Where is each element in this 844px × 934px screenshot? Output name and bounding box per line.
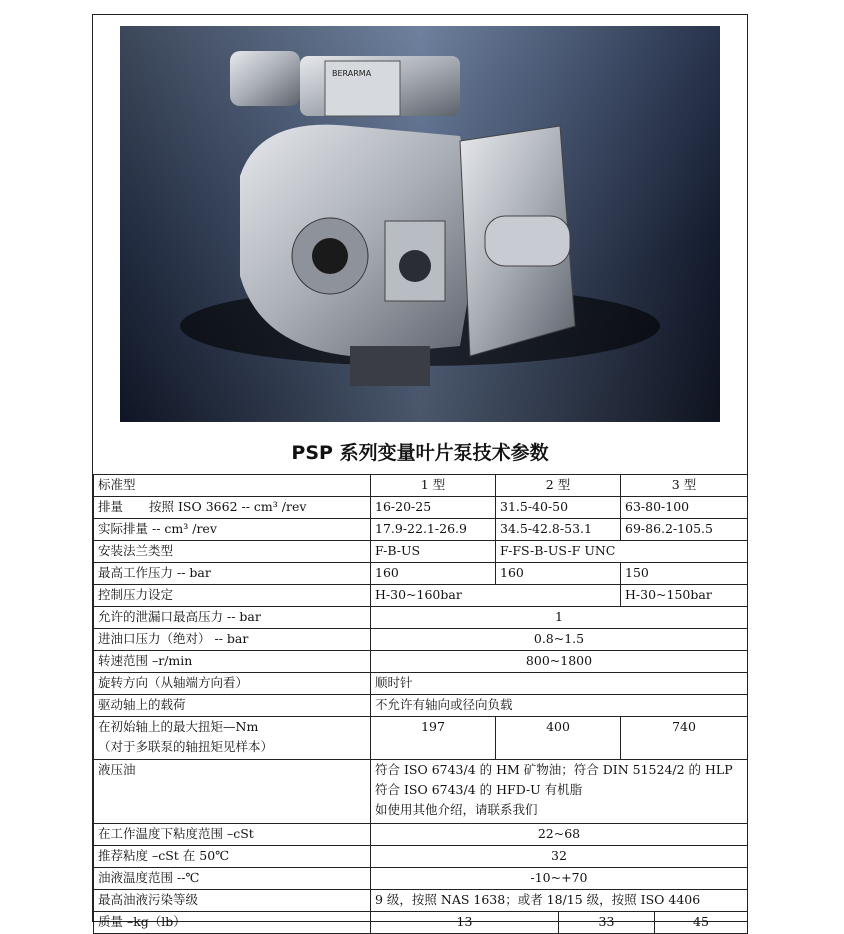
cell: 9 级，按照 NAS 1638；或者 18/15 级，按照 ISO 4406 [371, 890, 748, 912]
fluid-line: 如使用其他介绍，请联系我们 [375, 802, 538, 817]
row-label: 最高油液污染等级 [94, 890, 371, 912]
row-label: 油液温度范围 --℃ [94, 868, 371, 890]
cell [371, 760, 748, 824]
cell: H-30~160bar [371, 585, 621, 607]
table-row [94, 846, 748, 868]
row-label: 最高工作压力 -- bar [94, 563, 371, 585]
cell: 34.5-42.8-53.1 [496, 519, 621, 541]
row-label: 实际排量 -- cm³ /rev [94, 519, 371, 541]
table-row [94, 824, 748, 846]
cell: H-30~150bar [621, 585, 748, 607]
cell: 1 型 [371, 475, 496, 497]
cell: F-FS-B-US-F UNC [496, 541, 748, 563]
row-label: 推荐粘度 –cSt 在 50℃ [94, 846, 371, 868]
row-label-text: 在初始轴上的最大扭矩—Nm [98, 719, 259, 734]
cell: 16-20-25 [371, 497, 496, 519]
table-row [94, 541, 748, 563]
table-row [94, 585, 748, 607]
spec-table [93, 474, 748, 934]
row-label [94, 497, 371, 519]
row-label: 在工作温度下粘度范围 –cSt [94, 824, 371, 846]
table-row [94, 890, 748, 912]
table-row [94, 563, 748, 585]
pump-photo [120, 26, 720, 422]
row-label: 驱动轴上的载荷 [94, 695, 371, 717]
row-label: 转速范围 –r/min [94, 651, 371, 673]
row-label: 标准型 [94, 475, 371, 497]
cell: 160 [371, 563, 496, 585]
row-label-sub: 按照 ISO 3662 -- cm³ /rev [149, 499, 307, 514]
cell: 160 [496, 563, 621, 585]
cell: 3 型 [621, 475, 748, 497]
table-row [94, 868, 748, 890]
table-row [94, 695, 748, 717]
cell: 顺时针 [371, 673, 748, 695]
table-row [94, 607, 748, 629]
table-row [94, 912, 748, 934]
table-row [94, 475, 748, 497]
cell: 400 [496, 717, 621, 760]
row-label: 液压油 [94, 760, 371, 824]
row-label: 控制压力设定 [94, 585, 371, 607]
cell: 63-80-100 [621, 497, 748, 519]
fluid-line: 符合 ISO 6743/4 的 HFD-U 有机脂 [375, 782, 583, 797]
cell: 800~1800 [371, 651, 748, 673]
cell: 33 [559, 912, 655, 934]
table-row [94, 629, 748, 651]
cell: 2 型 [496, 475, 621, 497]
cell: 22~68 [371, 824, 748, 846]
cell: 不允许有轴向或径向负载 [371, 695, 748, 717]
row-label: 旋转方向（从轴端方向看） [94, 673, 371, 695]
cell: 31.5-40-50 [496, 497, 621, 519]
cell: 17.9-22.1-26.9 [371, 519, 496, 541]
table-row [94, 651, 748, 673]
cell: 69-86.2-105.5 [621, 519, 748, 541]
row-label [94, 717, 371, 760]
page-title: PSP 系列变量叶片泵技术参数 [291, 442, 549, 464]
cell: 32 [371, 846, 748, 868]
table-row [94, 519, 748, 541]
fluid-line: 符合 ISO 6743/4 的 HM 矿物油；符合 DIN 51524/2 的 HLP [375, 762, 733, 777]
row-label-sub: （对于多联泵的轴扭矩见样本） [98, 739, 274, 754]
cell: 740 [621, 717, 748, 760]
table-row [94, 497, 748, 519]
table-row [94, 760, 748, 824]
row-label: 进油口压力（绝对） -- bar [94, 629, 371, 651]
cell: 13 [371, 912, 559, 934]
row-label: 允许的泄漏口最高压力 -- bar [94, 607, 371, 629]
cell: -10~+70 [371, 868, 748, 890]
row-label: 安装法兰类型 [94, 541, 371, 563]
table-row [94, 717, 748, 760]
nameplate-text: BERARMA [332, 69, 372, 78]
pump-illustration [120, 26, 720, 422]
row-label: 质量 –kg（lb） [94, 912, 371, 934]
cell: F-B-US [371, 541, 496, 563]
row-label-text: 排量 [98, 499, 124, 514]
cell: 45 [655, 912, 748, 934]
cell: 150 [621, 563, 748, 585]
cell: 197 [371, 717, 496, 760]
table-row [94, 673, 748, 695]
cell: 1 [371, 607, 748, 629]
cell: 0.8~1.5 [371, 629, 748, 651]
